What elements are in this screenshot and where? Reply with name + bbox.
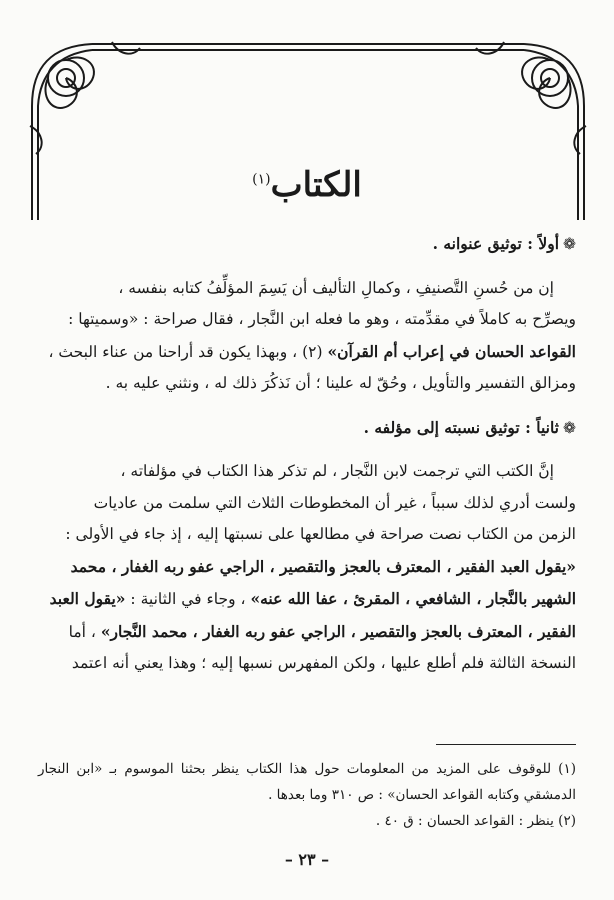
paragraph-line: ولست أدري لذلك سبباً ، غير أن المخطوطات الثلاث التي سلمت من عاديات <box>93 493 576 512</box>
line-text: ، أما <box>68 622 101 641</box>
paragraph-line: إن من حُسنِ التَّصنيفِ ، وكمالِ التأليف أن يَسِمَ المؤلِّفُ كتابه بنفسه ، <box>118 278 554 297</box>
section-1-heading-text: أولاً : توثيق عنوانه . <box>432 234 559 253</box>
footnote-divider <box>436 744 576 745</box>
main-text <box>38 228 576 680</box>
line-text: ، وجاء في الثانية : <box>125 590 251 608</box>
flower-bullet-icon: ❁ <box>563 235 576 253</box>
paragraph-line: إنَّ الكتب التي ترجمت لابن النَّجار ، لم تذكر هذا الكتاب في مؤلفاته ، <box>120 462 554 480</box>
page-title <box>0 165 614 205</box>
quote-bold: الفقير ، المعترف بالعجز والتقصير ، الراجي عفو ربه الغفار ، محمد النَّجار» <box>100 621 576 641</box>
footnotes <box>38 756 576 834</box>
quote-bold: «يقول العبد <box>49 589 126 608</box>
paragraph-line: النسخة الثالثة فلم أطلع عليها ، ولكن المفهرس نسبها إليه ؛ وهذا يعني أنه اعتمد <box>71 654 576 672</box>
title-text: الكتاب <box>270 165 362 205</box>
paragraph-line <box>38 336 576 369</box>
paragraph-line: ويصرِّح به كاملاً في مقدِّمته ، وهو ما فعله ابن النَّجار ، فقال صراحة : «وسميتها : <box>68 310 576 328</box>
quote-bold: الشهير بالنَّجار ، الشافعي ، المقرئ ، عفا الله عنه» <box>250 589 576 608</box>
quote-bold: القواعد الحسان في إعراب أم القرآن» <box>327 341 576 361</box>
section-1-heading <box>38 228 576 261</box>
section-2-heading-text: ثانياً : توثيق نسبته إلى مؤلفه . <box>363 417 559 437</box>
flower-bullet-icon: ❁ <box>563 418 576 437</box>
line-text: ، وبهذا يكون قد أراحنا من عناء البحث ، <box>48 342 298 361</box>
footnote-2: (٢) ينظر : القواعد الحسان : ق ٤٠ . <box>375 813 576 829</box>
footnote-ref: (٢) <box>297 342 328 361</box>
quote-bold: «يقول العبد الفقير ، المعترف بالعجز والتقصير ، الراجي عفو ربه الغفار ، محمد <box>70 556 576 576</box>
paragraph-line <box>38 616 576 649</box>
page-number: – ٢٣ – <box>284 850 330 869</box>
paragraph-line <box>38 583 576 616</box>
section-2-heading <box>38 412 576 445</box>
footnote-1: (١) للوقوف على المزيد من المعلومات حول هذا الكتاب ينظر بحثنا الموسوم بـ «ابن النجار الدمشقي وكتابه القواعد الحسان» : ص ٣١٠ وما بعدها . <box>38 761 576 803</box>
paragraph-line: ومزالق التفسير والتأويل ، وحُقّ له علينا ؛ أن نَذكُرَ ذلك له ، ونثني عليه به . <box>105 374 576 392</box>
paragraph-line <box>38 551 576 584</box>
title-footnote-ref: (١) <box>252 171 271 188</box>
paragraph-line: الزمن من الكتاب نصت صراحة في مطالعها على نسبتها إليه ، إذ جاء في الأولى : <box>65 525 576 543</box>
